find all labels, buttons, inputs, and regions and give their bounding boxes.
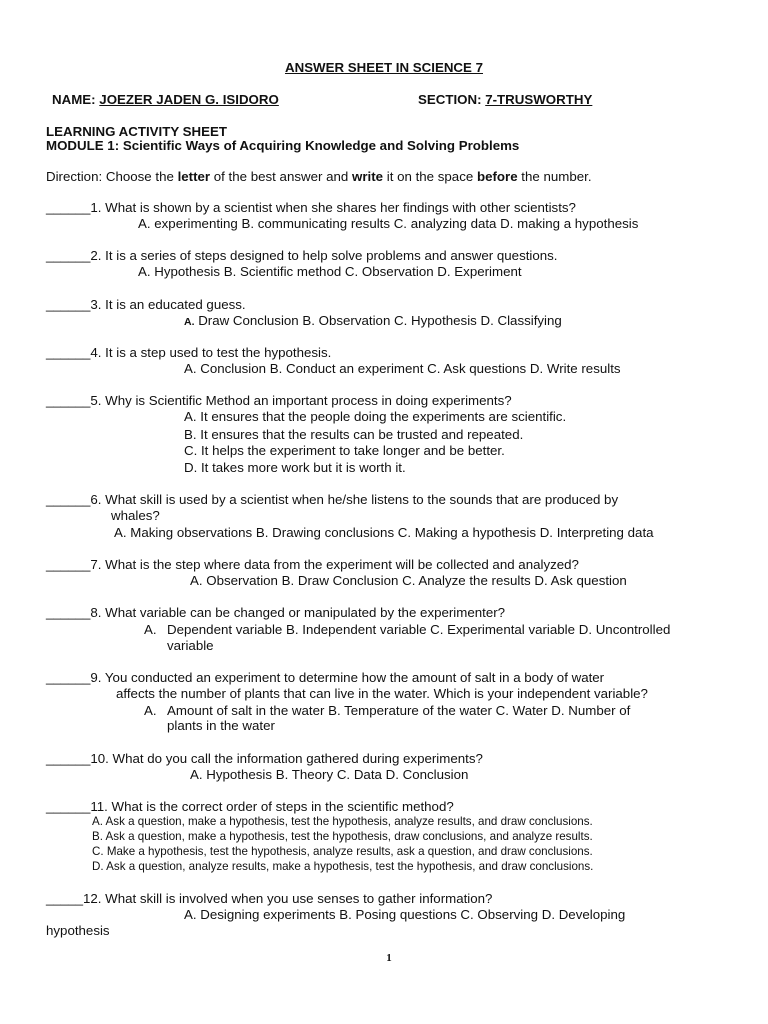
question-12-stem: _____12. What skill is involved when you use senses to gather information? — [46, 891, 493, 906]
direction-part: the number. — [517, 169, 592, 184]
question-12-choices: A. Designing experiments B. Posing questions C. Observing D. Developing — [184, 907, 626, 922]
question-11-choice-a: A. Ask a question, make a hypothesis, test the hypothesis, analyze results, and draw conclusions. — [92, 815, 593, 828]
question-10-choices: A. Hypothesis B. Theory C. Data D. Conclusion — [190, 767, 469, 782]
name-value: JOEZER JADEN G. ISIDORO — [99, 92, 279, 107]
question-5-choice-b: B. It ensures that the results can be trusted and repeated. — [184, 427, 524, 442]
question-3-stem: ______3. It is an educated guess. — [46, 297, 246, 312]
question-11-choice-d: D. Ask a question, analyze results, make a hypothesis, test the hypothesis, and draw conclusions. — [92, 860, 594, 873]
question-8-letter: A. — [144, 622, 157, 637]
section-field — [418, 92, 592, 109]
question-5-choice-c: C. It helps the experiment to take longer and be better. — [184, 443, 505, 458]
question-2-choices: A. Hypothesis B. Scientific method C. Observation D. Experiment — [138, 264, 522, 279]
page-number: 1 — [386, 952, 392, 964]
question-6-stem: ______6. What skill is used by a scientist when he/she listens to the sounds that are produced by — [46, 492, 619, 507]
question-9-choices-cont: plants in the water — [167, 718, 275, 733]
question-8-stem: ______8. What variable can be changed or manipulated by the experimenter? — [46, 605, 506, 620]
question-7-stem: ______7. What is the step where data from the experiment will be collected and analyzed? — [46, 557, 579, 572]
question-9-stem-cont: affects the number of plants that can live in the water. Which is your independent variable? — [116, 686, 648, 701]
direction-part: Direction: Choose the — [46, 169, 178, 184]
question-12-choices-cont: hypothesis — [46, 923, 110, 938]
question-2-stem: ______2. It is a series of steps designed to help solve problems and answer questions. — [46, 248, 558, 263]
section-label: SECTION: — [418, 92, 482, 107]
question-9-choices: Amount of salt in the water B. Temperature of the water C. Water D. Number of — [167, 703, 631, 718]
question-7-choices: A. Observation B. Draw Conclusion C. Analyze the results D. Ask question — [190, 573, 627, 588]
section-value: 7-TRUSWORTHY — [485, 92, 593, 107]
question-10-stem: ______10. What do you call the information gathered during experiments? — [46, 751, 483, 766]
direction-part: it on the space — [383, 169, 477, 184]
direction-part: of the best answer and — [210, 169, 353, 184]
question-9-letter: A. — [144, 703, 157, 718]
question-5-choice-d: D. It takes more work but it is worth it. — [184, 460, 406, 475]
question-5-stem: ______5. Why is Scientific Method an important process in doing experiments? — [46, 393, 512, 408]
name-label: NAME: — [52, 92, 96, 107]
activity-title: LEARNING ACTIVITY SHEET — [46, 124, 228, 139]
question-4-choices: A. Conclusion B. Conduct an experiment C. Ask questions D. Write results — [184, 361, 621, 376]
question-6-choices: A. Making observations B. Drawing conclusions C. Making a hypothesis D. Interpreting data — [114, 525, 654, 540]
direction-emphasis: letter — [177, 169, 211, 184]
direction-emphasis: write — [352, 169, 384, 184]
question-1-choices: A. experimenting B. communicating results C. analyzing data D. making a hypothesis — [138, 216, 639, 231]
question-4-stem: ______4. It is a step used to test the hypothesis. — [46, 345, 332, 360]
choice-text: Draw Conclusion B. Observation C. Hypothesis D. Classifying — [194, 313, 562, 328]
question-11-choice-c: C. Make a hypothesis, test the hypothesis, analyze results, ask a question, and draw conclusions. — [92, 845, 593, 858]
question-5-choice-a: A. It ensures that the people doing the experiments are scientific. — [184, 409, 567, 424]
question-9-stem: ______9. You conducted an experiment to determine how the amount of salt in a body of water — [46, 670, 605, 685]
module-title: MODULE 1: Scientific Ways of Acquiring Knowledge and Solving Problems — [46, 138, 520, 153]
question-6-stem-cont: whales? — [111, 508, 160, 523]
question-11-stem: ______11. What is the correct order of steps in the scientific method? — [46, 799, 454, 814]
choice-letter: A. — [184, 316, 195, 328]
question-11-choice-b: B. Ask a question, make a hypothesis, test the hypothesis, draw conclusions, and analyze results. — [92, 830, 593, 843]
sheet-title: ANSWER SHEET IN SCIENCE 7 — [284, 60, 483, 75]
question-1-stem: ______1. What is shown by a scientist when she shares her findings with other scientists? — [46, 200, 576, 215]
direction-text — [46, 169, 592, 186]
question-8-choices-cont: variable — [167, 638, 214, 653]
question-8-choices: Dependent variable B. Independent variable C. Experimental variable D. Uncontrolled — [167, 622, 671, 637]
name-field — [52, 92, 279, 109]
question-3-choices — [184, 313, 562, 331]
direction-emphasis: before — [476, 169, 518, 184]
